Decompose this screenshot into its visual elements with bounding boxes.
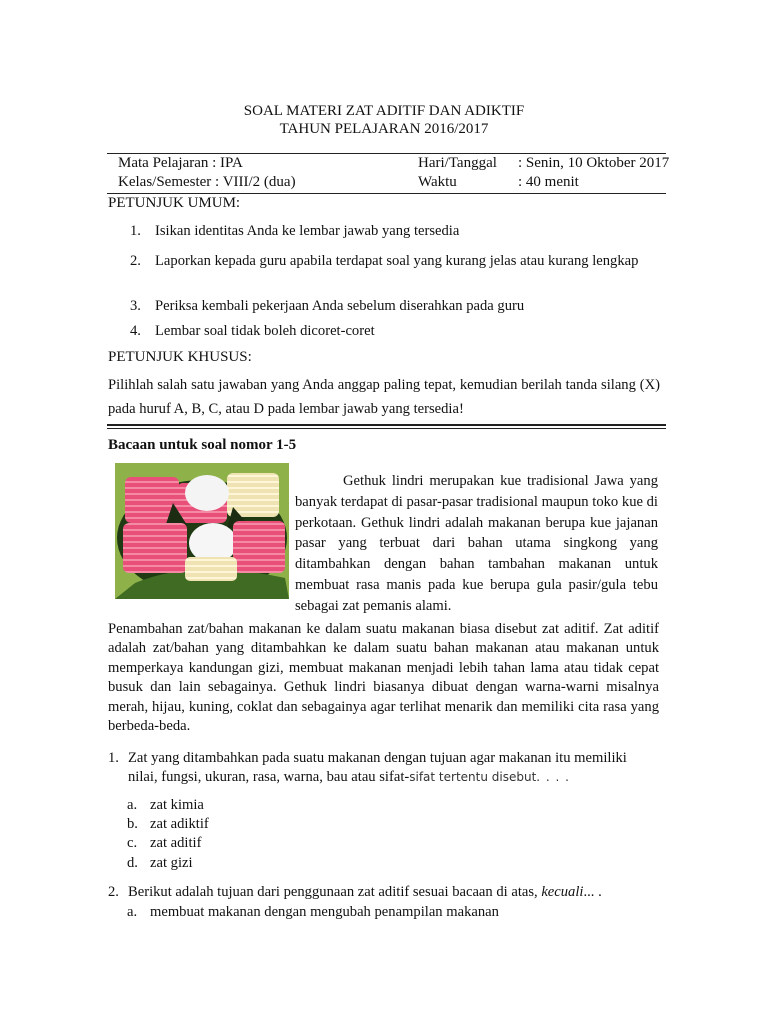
question-text-end: ... . [583, 884, 602, 900]
info-top-rule [107, 153, 666, 154]
question-text [128, 749, 660, 787]
question-option [127, 797, 204, 814]
option-text: membuat makanan dengan mengubah penampilan makanan [150, 904, 499, 920]
list-item-text: Lembar soal tidak boleh dicoret-coret [155, 323, 375, 339]
petunjuk-khusus-heading: PETUNJUK KHUSUS: [108, 349, 252, 365]
list-item-number: 4. [130, 323, 141, 339]
question-dots: . . . . [536, 770, 570, 784]
option-text: zat aditif [150, 835, 202, 851]
gethuk-lindri-photo [115, 463, 289, 599]
question-text-main: Zat yang ditambahkan pada suatu makanan dengan tujuan agar makanan itu memiliki nilai, fungsi, ukuran, rasa, warna, bau atau sifat- [128, 750, 627, 785]
bacaan-heading: Bacaan untuk soal nomor 1-5 [108, 437, 297, 453]
info-hari-label: Hari/Tanggal [418, 155, 497, 171]
doc-title: SOAL MATERI ZAT ADITIF DAN ADIKTIF [243, 103, 525, 119]
option-letter: b. [127, 816, 138, 832]
question-number: 1. [108, 750, 119, 766]
section-divider [107, 424, 666, 426]
question-text-tail: sifat tertentu disebut [409, 770, 537, 784]
option-letter: a. [127, 797, 138, 813]
info-waktu-label: Waktu [418, 174, 457, 190]
question-text [128, 884, 660, 901]
petunjuk-khusus-text: Pilihlah salah satu jawaban yang Anda anggap paling tepat, kemudian berilah tanda silang (X) pada huruf A, B, C, atau D pada lembar jawab yang tersedia! [108, 377, 660, 417]
question-option [127, 835, 201, 852]
option-letter: a. [127, 904, 138, 920]
list-item-number: 3. [130, 298, 141, 314]
option-text: zat kimia [150, 797, 204, 813]
list-item-text: Laporkan kepada guru apabila terdapat soal yang kurang jelas atau kurang lengkap [155, 253, 639, 269]
list-item-number: 1. [130, 223, 141, 239]
info-bottom-rule [107, 193, 666, 194]
info-mapel: Mata Pelajaran : IPA [118, 155, 243, 171]
section-divider-thin [107, 428, 666, 429]
question-option [127, 904, 499, 921]
list-item-text: Isikan identitas Anda ke lembar jawab yang tersedia [155, 223, 460, 239]
bacaan-paragraph-1: Gethuk lindri merupakan kue tradisional Jawa yang banyak terdapat di pasar-pasar tradisional maupun toko kue di perkotaan. Gethuk lindri adalah makanan berupa kue jajanan pasar yang terbuat dari bahan utama singkong yang ditambahkan dengan bahan tambahan makanan untuk membuat rasa manis pada kue berupa gula pasir/gula tebu sebagai zat pemanis alami. [295, 473, 658, 614]
info-waktu-value: : 40 menit [518, 174, 579, 190]
petunjuk-umum-heading: PETUNJUK UMUM: [108, 195, 241, 211]
question-text-main: Berikut adalah tujuan dari penggunaan zat aditif sesuai bacaan di atas, [128, 884, 542, 900]
question-option [127, 855, 193, 872]
info-hari-value: : Senin, 10 Oktober 2017 [518, 155, 670, 171]
option-letter: d. [127, 855, 138, 871]
question-number: 2. [108, 884, 119, 900]
question-option [127, 816, 209, 833]
info-kelas: Kelas/Semester : VIII/2 (dua) [118, 174, 296, 190]
bacaan-paragraph-2: Penambahan zat/bahan makanan ke dalam suatu makanan biasa disebut zat aditif. Zat aditif adalah zat/bahan yang ditambahkan ke dalam suatu bahan makanan atau makanan untuk memperkaya kandungan gizi, membuat makanan menjadi lebih tahan lama atau tidak cepat busuk dan lain sebagainya. Gethuk lindri biasanya dibuat dengan warna-warni misalnya merah, hijau, kuning, coklat dan sebagainya agar terlihat menarik dan memiliki cita rasa yang berbeda-beda. [108, 621, 659, 735]
option-letter: c. [127, 835, 138, 851]
question-text-italic: kecuali [541, 884, 584, 900]
list-item-text: Periksa kembali pekerjaan Anda sebelum diserahkan pada guru [155, 298, 525, 314]
option-text: zat adiktif [150, 816, 209, 832]
list-item-number: 2. [130, 253, 141, 269]
doc-subtitle: TAHUN PELAJARAN 2016/2017 [279, 121, 489, 137]
option-text: zat gizi [150, 855, 193, 871]
gethuk-lindri-image [115, 463, 289, 599]
